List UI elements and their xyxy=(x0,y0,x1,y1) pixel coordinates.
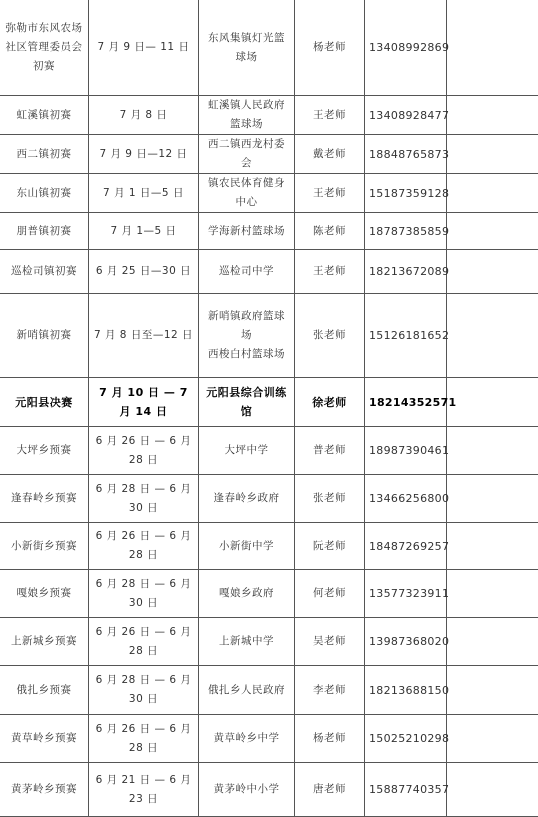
contact-cell: 王老师 xyxy=(295,250,365,294)
date-cell: 7 月 9 日—12 日 xyxy=(89,135,199,174)
table-row xyxy=(0,213,538,250)
event-cell: 大坪乡预赛 xyxy=(0,427,89,475)
empty-cell xyxy=(447,250,538,294)
venue-cell: 大坪中学 xyxy=(199,427,295,475)
date-cell: 7 月 8 日 xyxy=(89,96,199,135)
contact-cell: 张老师 xyxy=(295,475,365,523)
empty-cell xyxy=(447,763,538,817)
venue-cell: 元阳县综合训练馆 xyxy=(199,378,295,427)
date-cell: 7 月 8 日至—12 日 xyxy=(89,294,199,378)
empty-cell xyxy=(447,570,538,618)
phone-cell: 13577323911 xyxy=(365,570,447,618)
contact-cell: 王老师 xyxy=(295,174,365,213)
table-row xyxy=(0,715,538,763)
empty-cell xyxy=(447,618,538,666)
date-cell: 7 月 1—5 日 xyxy=(89,213,199,250)
contact-cell: 王老师 xyxy=(295,96,365,135)
event-cell: 西二镇初赛 xyxy=(0,135,89,174)
event-cell: 逢春岭乡预赛 xyxy=(0,475,89,523)
table-row xyxy=(0,378,538,427)
event-cell: 新哨镇初赛 xyxy=(0,294,89,378)
venue-cell: 虹溪镇人民政府篮球场 xyxy=(199,96,295,135)
table-row xyxy=(0,666,538,715)
event-cell: 朋普镇初赛 xyxy=(0,213,89,250)
empty-cell xyxy=(447,213,538,250)
empty-cell xyxy=(447,135,538,174)
venue-cell: 东风集镇灯光篮球场 xyxy=(199,0,295,96)
event-cell: 东山镇初赛 xyxy=(0,174,89,213)
phone-cell: 18848765873 xyxy=(365,135,447,174)
table-row xyxy=(0,250,538,294)
empty-cell xyxy=(447,523,538,570)
contact-cell: 李老师 xyxy=(295,666,365,715)
empty-cell xyxy=(447,666,538,715)
phone-cell: 15126181652 xyxy=(365,294,447,378)
table-row xyxy=(0,96,538,135)
contact-cell: 杨老师 xyxy=(295,0,365,96)
phone-cell: 13408992869 xyxy=(365,0,447,96)
phone-cell: 18213688150 xyxy=(365,666,447,715)
date-cell: 6 月 25 日—30 日 xyxy=(89,250,199,294)
contact-cell: 戴老师 xyxy=(295,135,365,174)
phone-cell: 13466256800 xyxy=(365,475,447,523)
table-row xyxy=(0,475,538,523)
date-cell: 7 月 10 日 — 7 月 14 日 xyxy=(89,378,199,427)
event-cell: 弥勒市东风农场社区管理委员会 初赛 xyxy=(0,0,89,96)
date-cell: 6 月 28 日 — 6 月 30 日 xyxy=(89,570,199,618)
date-cell: 6 月 28 日 — 6 月 30 日 xyxy=(89,666,199,715)
contact-cell: 何老师 xyxy=(295,570,365,618)
event-cell: 虹溪镇初赛 xyxy=(0,96,89,135)
venue-cell: 黄草岭乡中学 xyxy=(199,715,295,763)
phone-cell: 13408928477 xyxy=(365,96,447,135)
contact-cell: 杨老师 xyxy=(295,715,365,763)
empty-cell xyxy=(447,475,538,523)
table-row xyxy=(0,763,538,817)
date-cell: 6 月 21 日 — 6 月 23 日 xyxy=(89,763,199,817)
phone-cell: 18787385859 xyxy=(365,213,447,250)
venue-cell: 学海新村篮球场 xyxy=(199,213,295,250)
contact-cell: 张老师 xyxy=(295,294,365,378)
venue-cell: 镇农民体育健身中心 xyxy=(199,174,295,213)
venue-cell: 西二镇西龙村委会 xyxy=(199,135,295,174)
event-cell: 巡检司镇初赛 xyxy=(0,250,89,294)
phone-cell: 18214352571 xyxy=(365,378,447,427)
date-cell: 6 月 26 日 — 6 月 28 日 xyxy=(89,523,199,570)
table-row xyxy=(0,294,538,378)
empty-cell xyxy=(447,378,538,427)
table-row xyxy=(0,0,538,96)
table-row xyxy=(0,618,538,666)
date-cell: 6 月 26 日 — 6 月 28 日 xyxy=(89,618,199,666)
empty-cell xyxy=(447,427,538,475)
venue-cell: 逢春岭乡政府 xyxy=(199,475,295,523)
contact-cell: 普老师 xyxy=(295,427,365,475)
venue-cell: 新哨镇政府篮球场 西梭白村篮球场 xyxy=(199,294,295,378)
contact-cell: 陈老师 xyxy=(295,213,365,250)
table-row xyxy=(0,174,538,213)
event-cell: 上新城乡预赛 xyxy=(0,618,89,666)
table-row xyxy=(0,570,538,618)
contact-cell: 阮老师 xyxy=(295,523,365,570)
table-row xyxy=(0,427,538,475)
event-cell: 小新街乡预赛 xyxy=(0,523,89,570)
date-cell: 7 月 1 日—5 日 xyxy=(89,174,199,213)
event-cell: 俄扎乡预赛 xyxy=(0,666,89,715)
event-cell: 黄草岭乡预赛 xyxy=(0,715,89,763)
venue-cell: 巡检司中学 xyxy=(199,250,295,294)
contact-cell: 吴老师 xyxy=(295,618,365,666)
empty-cell xyxy=(447,96,538,135)
phone-cell: 15887740357 xyxy=(365,763,447,817)
event-cell: 元阳县决赛 xyxy=(0,378,89,427)
phone-cell: 18213672089 xyxy=(365,250,447,294)
event-cell: 嘎娘乡预赛 xyxy=(0,570,89,618)
venue-cell: 上新城中学 xyxy=(199,618,295,666)
phone-cell: 18987390461 xyxy=(365,427,447,475)
empty-cell xyxy=(447,294,538,378)
phone-cell: 13987368020 xyxy=(365,618,447,666)
venue-cell: 小新街中学 xyxy=(199,523,295,570)
empty-cell xyxy=(447,174,538,213)
date-cell: 6 月 28 日 — 6 月 30 日 xyxy=(89,475,199,523)
venue-cell: 俄扎乡人民政府 xyxy=(199,666,295,715)
date-cell: 7 月 9 日— 11 日 xyxy=(89,0,199,96)
contact-cell: 唐老师 xyxy=(295,763,365,817)
venue-cell: 嘎娘乡政府 xyxy=(199,570,295,618)
date-cell: 6 月 26 日 — 6 月 28 日 xyxy=(89,715,199,763)
contact-cell: 徐老师 xyxy=(295,378,365,427)
venue-cell: 黄茅岭中小学 xyxy=(199,763,295,817)
table-row xyxy=(0,523,538,570)
table-row xyxy=(0,135,538,174)
phone-cell: 18487269257 xyxy=(365,523,447,570)
phone-cell: 15187359128 xyxy=(365,174,447,213)
event-cell: 黄茅岭乡预赛 xyxy=(0,763,89,817)
phone-cell: 15025210298 xyxy=(365,715,447,763)
empty-cell xyxy=(447,0,538,96)
date-cell: 6 月 26 日 — 6 月 28 日 xyxy=(89,427,199,475)
empty-cell xyxy=(447,715,538,763)
